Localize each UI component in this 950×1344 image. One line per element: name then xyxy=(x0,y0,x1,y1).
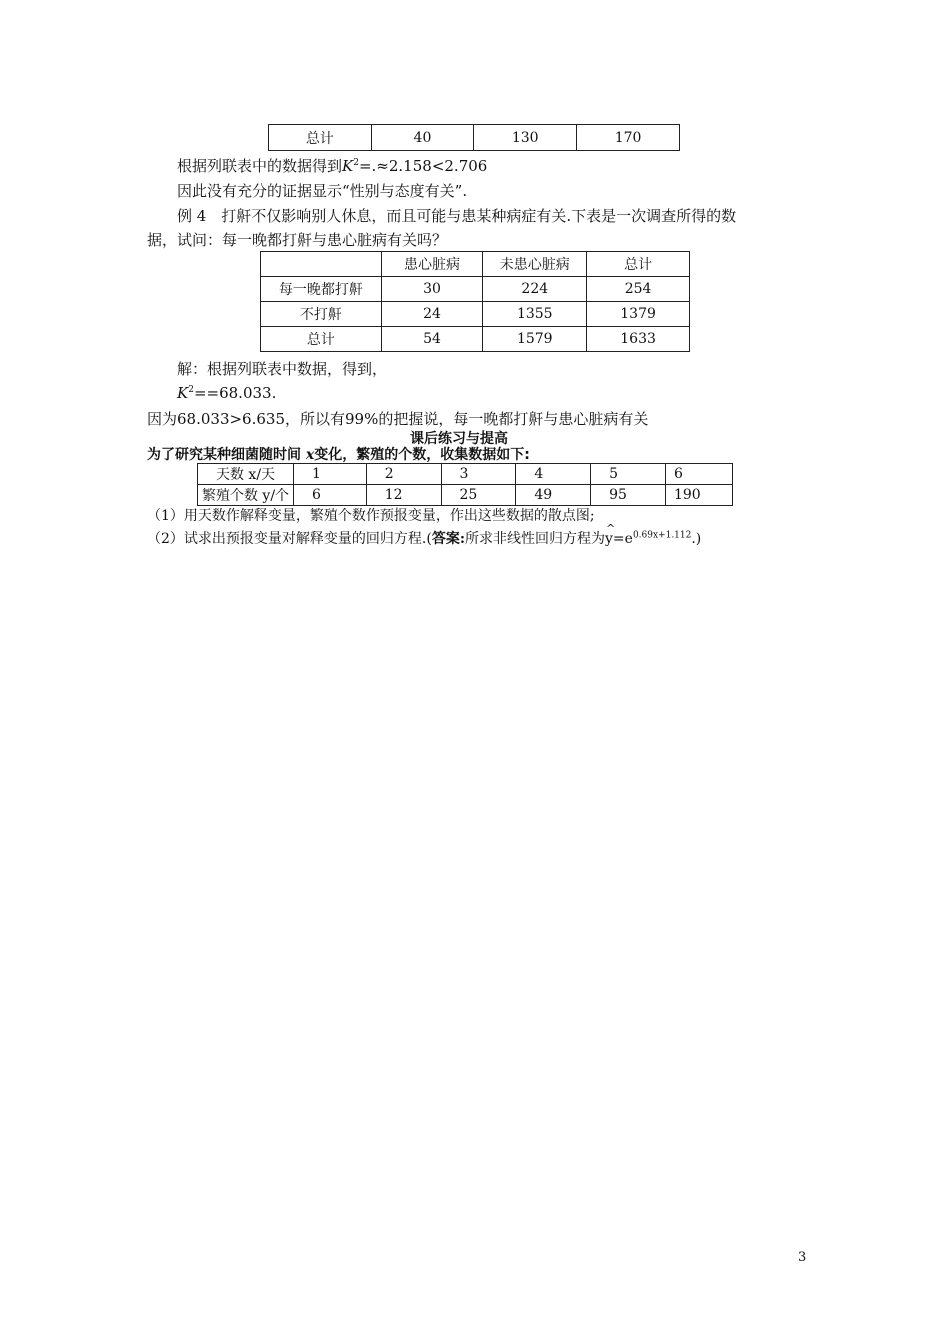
table-cell: 3 xyxy=(441,464,516,485)
table-row xyxy=(269,125,680,151)
table-cell: 130 xyxy=(474,125,577,151)
table-cell: 1 xyxy=(294,464,367,485)
table-cell: 49 xyxy=(516,485,591,506)
table-cell: 1379 xyxy=(587,302,690,327)
table-row xyxy=(198,464,733,485)
table-cell: 24 xyxy=(381,302,483,327)
question-1: （1）用天数作解释变量，繁殖个数作预报变量，作出这些数据的散点图; xyxy=(147,508,595,524)
example4-line2: 据，试问：每一晚都打鼾与患心脏病有关吗？ xyxy=(147,231,448,249)
table-cell: 254 xyxy=(587,277,690,302)
table-row xyxy=(261,277,690,302)
table-cell: 5 xyxy=(591,464,666,485)
table-cell: 4 xyxy=(516,464,591,485)
table-cell: 总计 xyxy=(261,327,382,352)
table-header-cell xyxy=(261,252,382,277)
question-2: （2）试求出预报变量对解释变量的回归方程.(答案:所求非线性回归方程为^ $y=e^{0.69x+1.112}$.) xyxy=(147,528,701,548)
table-header-cell: 未患心脏病 xyxy=(483,252,587,277)
example4-line1: 例 4 打鼾不仅影响别人休息，而且可能与患某种病症有关.下表是一次调查所得的数 xyxy=(177,207,737,225)
solution-line1: 解：根据列联表中数据，得到， xyxy=(177,360,388,378)
table-row xyxy=(261,327,690,352)
table-row xyxy=(261,302,690,327)
table-header-row xyxy=(261,252,690,277)
table-header-cell: 总计 xyxy=(587,252,690,277)
section-heading: 课后练习与提高 xyxy=(410,431,508,447)
table-cell: 40 xyxy=(371,125,474,151)
table-cell: 6 xyxy=(294,485,367,506)
k2-result-line: 根据列联表中的数据得到$K^2=.\approx 2.158<2.706$ xyxy=(177,157,488,175)
solution-k2-line: $K^2==68.033$. xyxy=(177,384,277,402)
solution-conclusion: 因为68.033>6.635，所以有99%的把握说，每一晚都打鼾与患心脏病有关 xyxy=(147,410,649,428)
table-cell: 每一晚都打鼾 xyxy=(261,277,382,302)
table-cell: 6 xyxy=(665,464,732,485)
table-cell: 1633 xyxy=(587,327,690,352)
table-cell: 天数 x/天 xyxy=(198,464,294,485)
table-bacteria xyxy=(197,463,733,506)
table-contingency-1 xyxy=(268,124,680,151)
table-cell: 190 xyxy=(665,485,732,506)
table-header-cell: 患心脏病 xyxy=(381,252,483,277)
table-cell: 2 xyxy=(366,464,441,485)
table-cell: 12 xyxy=(366,485,441,506)
table-cell: 30 xyxy=(381,277,483,302)
table-cell: 224 xyxy=(483,277,587,302)
conclusion-line: 因此没有充分的证据显示“性别与态度有关”. xyxy=(177,182,468,200)
table-row xyxy=(198,485,733,506)
table-snoring-heart xyxy=(260,251,690,352)
table-cell: 54 xyxy=(381,327,483,352)
table-cell: 1579 xyxy=(483,327,587,352)
table-cell: 总计 xyxy=(269,125,372,151)
table-cell: 170 xyxy=(577,125,680,151)
table-cell: 25 xyxy=(441,485,516,506)
table-cell: 繁殖个数 y/个 xyxy=(198,485,294,506)
page-number: 3 xyxy=(798,1250,807,1265)
table-cell: 95 xyxy=(591,485,666,506)
practice-intro: 为了研究某种细菌随时间 x变化，繁殖的个数，收集数据如下: xyxy=(147,447,530,463)
table-cell: 1355 xyxy=(483,302,587,327)
table-cell: 不打鼾 xyxy=(261,302,382,327)
